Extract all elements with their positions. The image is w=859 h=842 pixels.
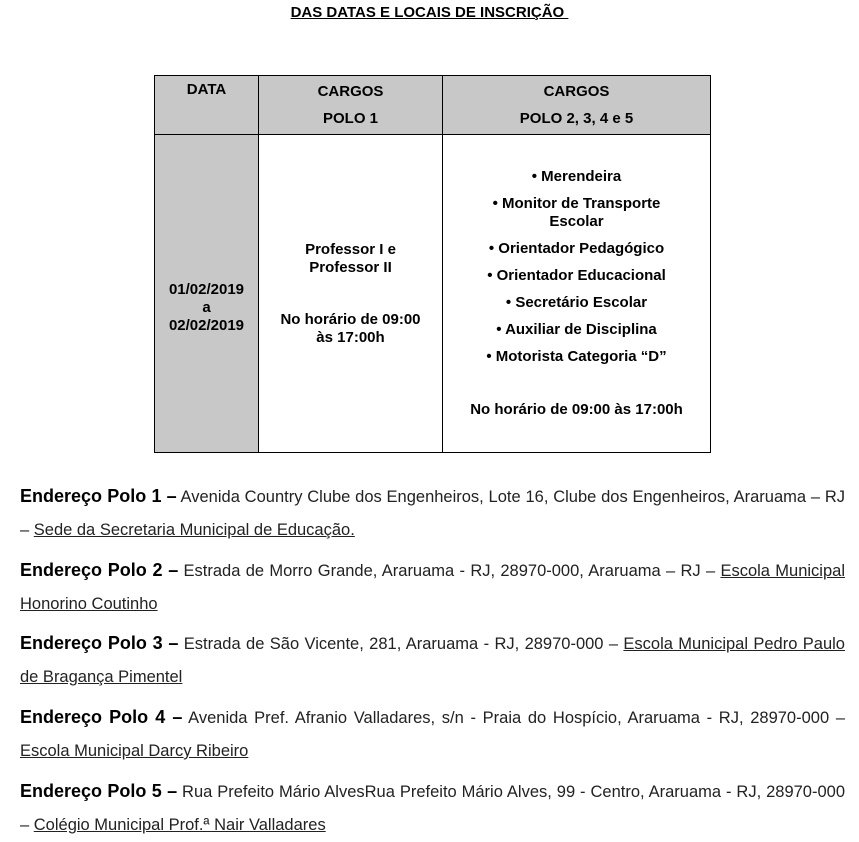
header-cargos-polo25 [443, 76, 711, 135]
date-from: 01/02/2019 [168, 280, 245, 298]
header-cargos-polo1-line2: POLO 1 [322, 110, 378, 127]
list-item: • Auxiliar de Disciplina [496, 321, 657, 338]
polo25-hours: No horário de 09:00 às 17:00h [470, 401, 683, 418]
list-item: Escolar [549, 213, 604, 230]
date-to: 02/02/2019 [168, 316, 245, 334]
header-cargos-polo1-line1: CARGOS [317, 83, 384, 100]
address-label: Endereço Polo 5 – [20, 781, 178, 801]
polo25-cell [443, 135, 711, 453]
polo1-hours-line1: No horário de 09:00 [280, 310, 421, 328]
list-item: • Orientador Pedagógico [488, 240, 665, 257]
section-title [0, 4, 859, 21]
date-separator: a [202, 298, 211, 316]
address-text: Estrada de São Vicente, 281, Araruama - RJ, 28970-000 – [178, 635, 624, 653]
polo1-cell [259, 135, 443, 453]
address-label: Endereço Polo 3 – [20, 633, 179, 653]
header-data-label: DATA [186, 81, 227, 98]
address-label: Endereço Polo 4 – [20, 707, 183, 727]
section-title-text: DAS DATAS E LOCAIS DE INSCRIÇÃO [290, 4, 569, 21]
table-header-row [155, 76, 711, 135]
address-text: Rua Prefeito Mário AlvesRua Prefeito Mário Alves, 99 - Centro, Araruama - RJ, 28970-000 – [20, 783, 845, 834]
address-school: Escola Municipal Pedro Paulo de Bragança Pimentel [20, 635, 845, 686]
polo1-hours-line2: às 17:00h [316, 328, 385, 346]
header-cargos-polo1 [259, 76, 443, 135]
address-polo-3 [20, 627, 845, 694]
table-body-row [155, 135, 711, 453]
address-text: Estrada de Morro Grande, Araruama - RJ, 28970-000, Araruama – RJ – [178, 562, 721, 580]
address-label: Endereço Polo 1 – [20, 486, 177, 506]
header-cargos-polo25-line1: CARGOS [543, 83, 610, 100]
address-polo-1 [20, 480, 845, 547]
address-school: Escola Municipal Darcy Ribeiro [20, 742, 249, 760]
list-item: • Monitor de Transporte [492, 195, 661, 212]
address-school: Sede da Secretaria Municipal de Educação. [33, 521, 355, 539]
date-cell [155, 135, 259, 453]
header-data [155, 76, 259, 135]
list-item: • Secretário Escolar [505, 294, 648, 311]
polo1-role-line1: Professor I e [305, 240, 396, 258]
list-item: • Orientador Educacional [487, 267, 666, 284]
schedule-table [154, 75, 711, 453]
address-polo-5 [20, 775, 845, 842]
address-text: Avenida Pref. Afranio Valladares, s/n - Praia do Hospício, Araruama - RJ, 28970-000 – [182, 709, 845, 727]
polo1-role-line2: Professor II [309, 258, 392, 276]
list-item: • Motorista Categoria “D” [486, 348, 667, 365]
list-item: • Merendeira [531, 168, 622, 185]
address-school: Colégio Municipal Prof.ª Nair Valladares [33, 816, 326, 834]
address-label: Endereço Polo 2 – [20, 560, 179, 580]
header-cargos-polo25-line2: POLO 2, 3, 4 e 5 [519, 110, 634, 127]
address-text: Avenida Country Clube dos Engenheiros, Lote 16, Clube dos Engenheiros, Araruama – RJ – [20, 488, 845, 539]
address-polo-2 [20, 554, 845, 621]
address-school: Escola Municipal Honorino Coutinho [20, 562, 845, 613]
address-polo-4 [20, 701, 845, 768]
